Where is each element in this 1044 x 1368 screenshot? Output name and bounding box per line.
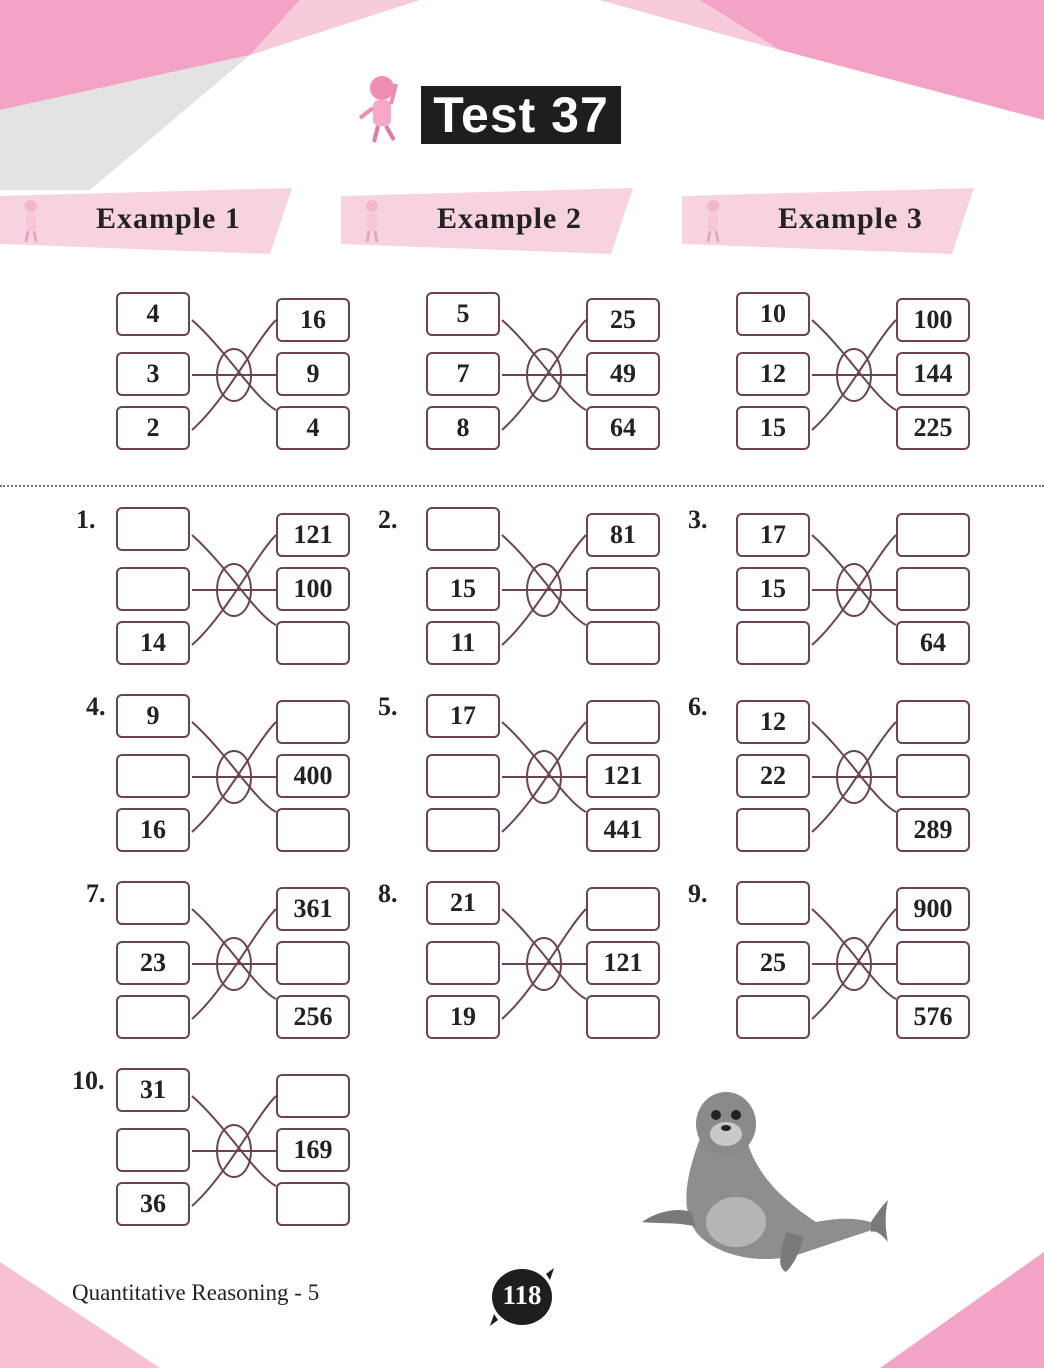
section-divider xyxy=(0,485,1044,487)
answer-box[interactable] xyxy=(276,1074,350,1118)
answer-box[interactable] xyxy=(586,567,660,611)
left-box: 8 xyxy=(426,406,500,450)
question-3-puzzle xyxy=(736,505,976,670)
question-9-puzzle xyxy=(736,879,976,1044)
example-2-banner xyxy=(341,188,633,258)
left-box: 15 xyxy=(426,567,500,611)
question-number: 8. xyxy=(378,879,398,908)
question-number: 9. xyxy=(688,879,708,908)
mascot-icon xyxy=(700,198,726,244)
girl-mascot-icon xyxy=(356,72,408,148)
example-2-puzzle xyxy=(426,290,666,455)
answer-box[interactable] xyxy=(276,941,350,985)
right-box: 49 xyxy=(586,352,660,396)
question-number: 1. xyxy=(76,505,96,534)
example-1-puzzle xyxy=(116,290,356,455)
answer-box[interactable] xyxy=(896,754,970,798)
answer-box[interactable] xyxy=(426,507,500,551)
answer-box[interactable] xyxy=(116,567,190,611)
right-box: 361 xyxy=(276,887,350,931)
left-box: 23 xyxy=(116,941,190,985)
question-number: 5. xyxy=(378,692,398,721)
question-7-puzzle xyxy=(116,879,356,1044)
right-box: 81 xyxy=(586,513,660,557)
page-number-badge xyxy=(490,1266,554,1328)
example-2-label: Example 2 xyxy=(437,202,582,235)
question-1-puzzle xyxy=(116,505,356,670)
answer-box[interactable] xyxy=(736,881,810,925)
left-box: 3 xyxy=(116,352,190,396)
left-box: 21 xyxy=(426,881,500,925)
left-box: 10 xyxy=(736,292,810,336)
question-2-puzzle xyxy=(426,505,666,670)
question-10-puzzle xyxy=(116,1066,356,1231)
page-title: Test 37 xyxy=(421,86,621,144)
example-3-banner xyxy=(682,188,974,258)
right-box: 225 xyxy=(896,406,970,450)
answer-box[interactable] xyxy=(426,808,500,852)
question-5-puzzle xyxy=(426,692,666,857)
question-4-puzzle xyxy=(116,692,356,857)
book-title: Quantitative Reasoning - 5 xyxy=(72,1280,320,1305)
answer-box[interactable] xyxy=(276,808,350,852)
question-number: 3. xyxy=(688,505,708,534)
answer-box[interactable] xyxy=(736,621,810,665)
right-box: 64 xyxy=(586,406,660,450)
answer-box[interactable] xyxy=(586,995,660,1039)
right-box: 400 xyxy=(276,754,350,798)
answer-box[interactable] xyxy=(116,507,190,551)
left-box: 12 xyxy=(736,700,810,744)
right-box: 121 xyxy=(586,754,660,798)
question-8-puzzle xyxy=(426,879,666,1044)
seal-illustration-icon xyxy=(636,1082,892,1278)
left-box: 12 xyxy=(736,352,810,396)
question-6-puzzle xyxy=(736,692,976,857)
right-box: 100 xyxy=(276,567,350,611)
answer-box[interactable] xyxy=(896,513,970,557)
right-box: 289 xyxy=(896,808,970,852)
right-box: 4 xyxy=(276,406,350,450)
right-box: 100 xyxy=(896,298,970,342)
left-box: 15 xyxy=(736,406,810,450)
example-3-label: Example 3 xyxy=(778,202,923,235)
left-box: 5 xyxy=(426,292,500,336)
left-box: 17 xyxy=(426,694,500,738)
answer-box[interactable] xyxy=(116,754,190,798)
mascot-icon xyxy=(359,198,385,244)
answer-box[interactable] xyxy=(116,1128,190,1172)
answer-box[interactable] xyxy=(116,881,190,925)
right-box: 121 xyxy=(276,513,350,557)
right-box: 256 xyxy=(276,995,350,1039)
left-box: 17 xyxy=(736,513,810,557)
left-box: 19 xyxy=(426,995,500,1039)
question-number: 7. xyxy=(86,879,106,908)
left-box: 36 xyxy=(116,1182,190,1226)
left-box: 15 xyxy=(736,567,810,611)
right-box: 900 xyxy=(896,887,970,931)
answer-box[interactable] xyxy=(276,621,350,665)
question-number: 6. xyxy=(688,692,708,721)
answer-box[interactable] xyxy=(586,621,660,665)
question-number: 2. xyxy=(378,505,398,534)
left-box: 9 xyxy=(116,694,190,738)
left-box: 11 xyxy=(426,621,500,665)
left-box: 14 xyxy=(116,621,190,665)
left-box: 2 xyxy=(116,406,190,450)
right-box: 64 xyxy=(896,621,970,665)
right-box: 25 xyxy=(586,298,660,342)
answer-box[interactable] xyxy=(586,887,660,931)
left-box: 16 xyxy=(116,808,190,852)
left-box: 25 xyxy=(736,941,810,985)
answer-box[interactable] xyxy=(896,567,970,611)
answer-box[interactable] xyxy=(276,1182,350,1226)
answer-box[interactable] xyxy=(736,995,810,1039)
question-number: 4. xyxy=(86,692,106,721)
answer-box[interactable] xyxy=(736,808,810,852)
right-box: 121 xyxy=(586,941,660,985)
answer-box[interactable] xyxy=(116,995,190,1039)
left-box: 22 xyxy=(736,754,810,798)
question-number: 10. xyxy=(72,1066,105,1095)
answer-box[interactable] xyxy=(426,754,500,798)
right-box: 9 xyxy=(276,352,350,396)
mascot-icon xyxy=(18,198,44,244)
left-box: 7 xyxy=(426,352,500,396)
answer-box[interactable] xyxy=(896,700,970,744)
left-box: 4 xyxy=(116,292,190,336)
answer-box[interactable] xyxy=(426,941,500,985)
right-box: 16 xyxy=(276,298,350,342)
example-1-label: Example 1 xyxy=(96,202,241,235)
right-box: 169 xyxy=(276,1128,350,1172)
page-number: 118 xyxy=(502,1280,542,1310)
right-box: 576 xyxy=(896,995,970,1039)
example-1-banner xyxy=(0,188,292,258)
right-box: 144 xyxy=(896,352,970,396)
example-3-puzzle xyxy=(736,290,976,455)
answer-box[interactable] xyxy=(896,941,970,985)
answer-box[interactable] xyxy=(586,700,660,744)
right-box: 441 xyxy=(586,808,660,852)
answer-box[interactable] xyxy=(276,700,350,744)
left-box: 31 xyxy=(116,1068,190,1112)
